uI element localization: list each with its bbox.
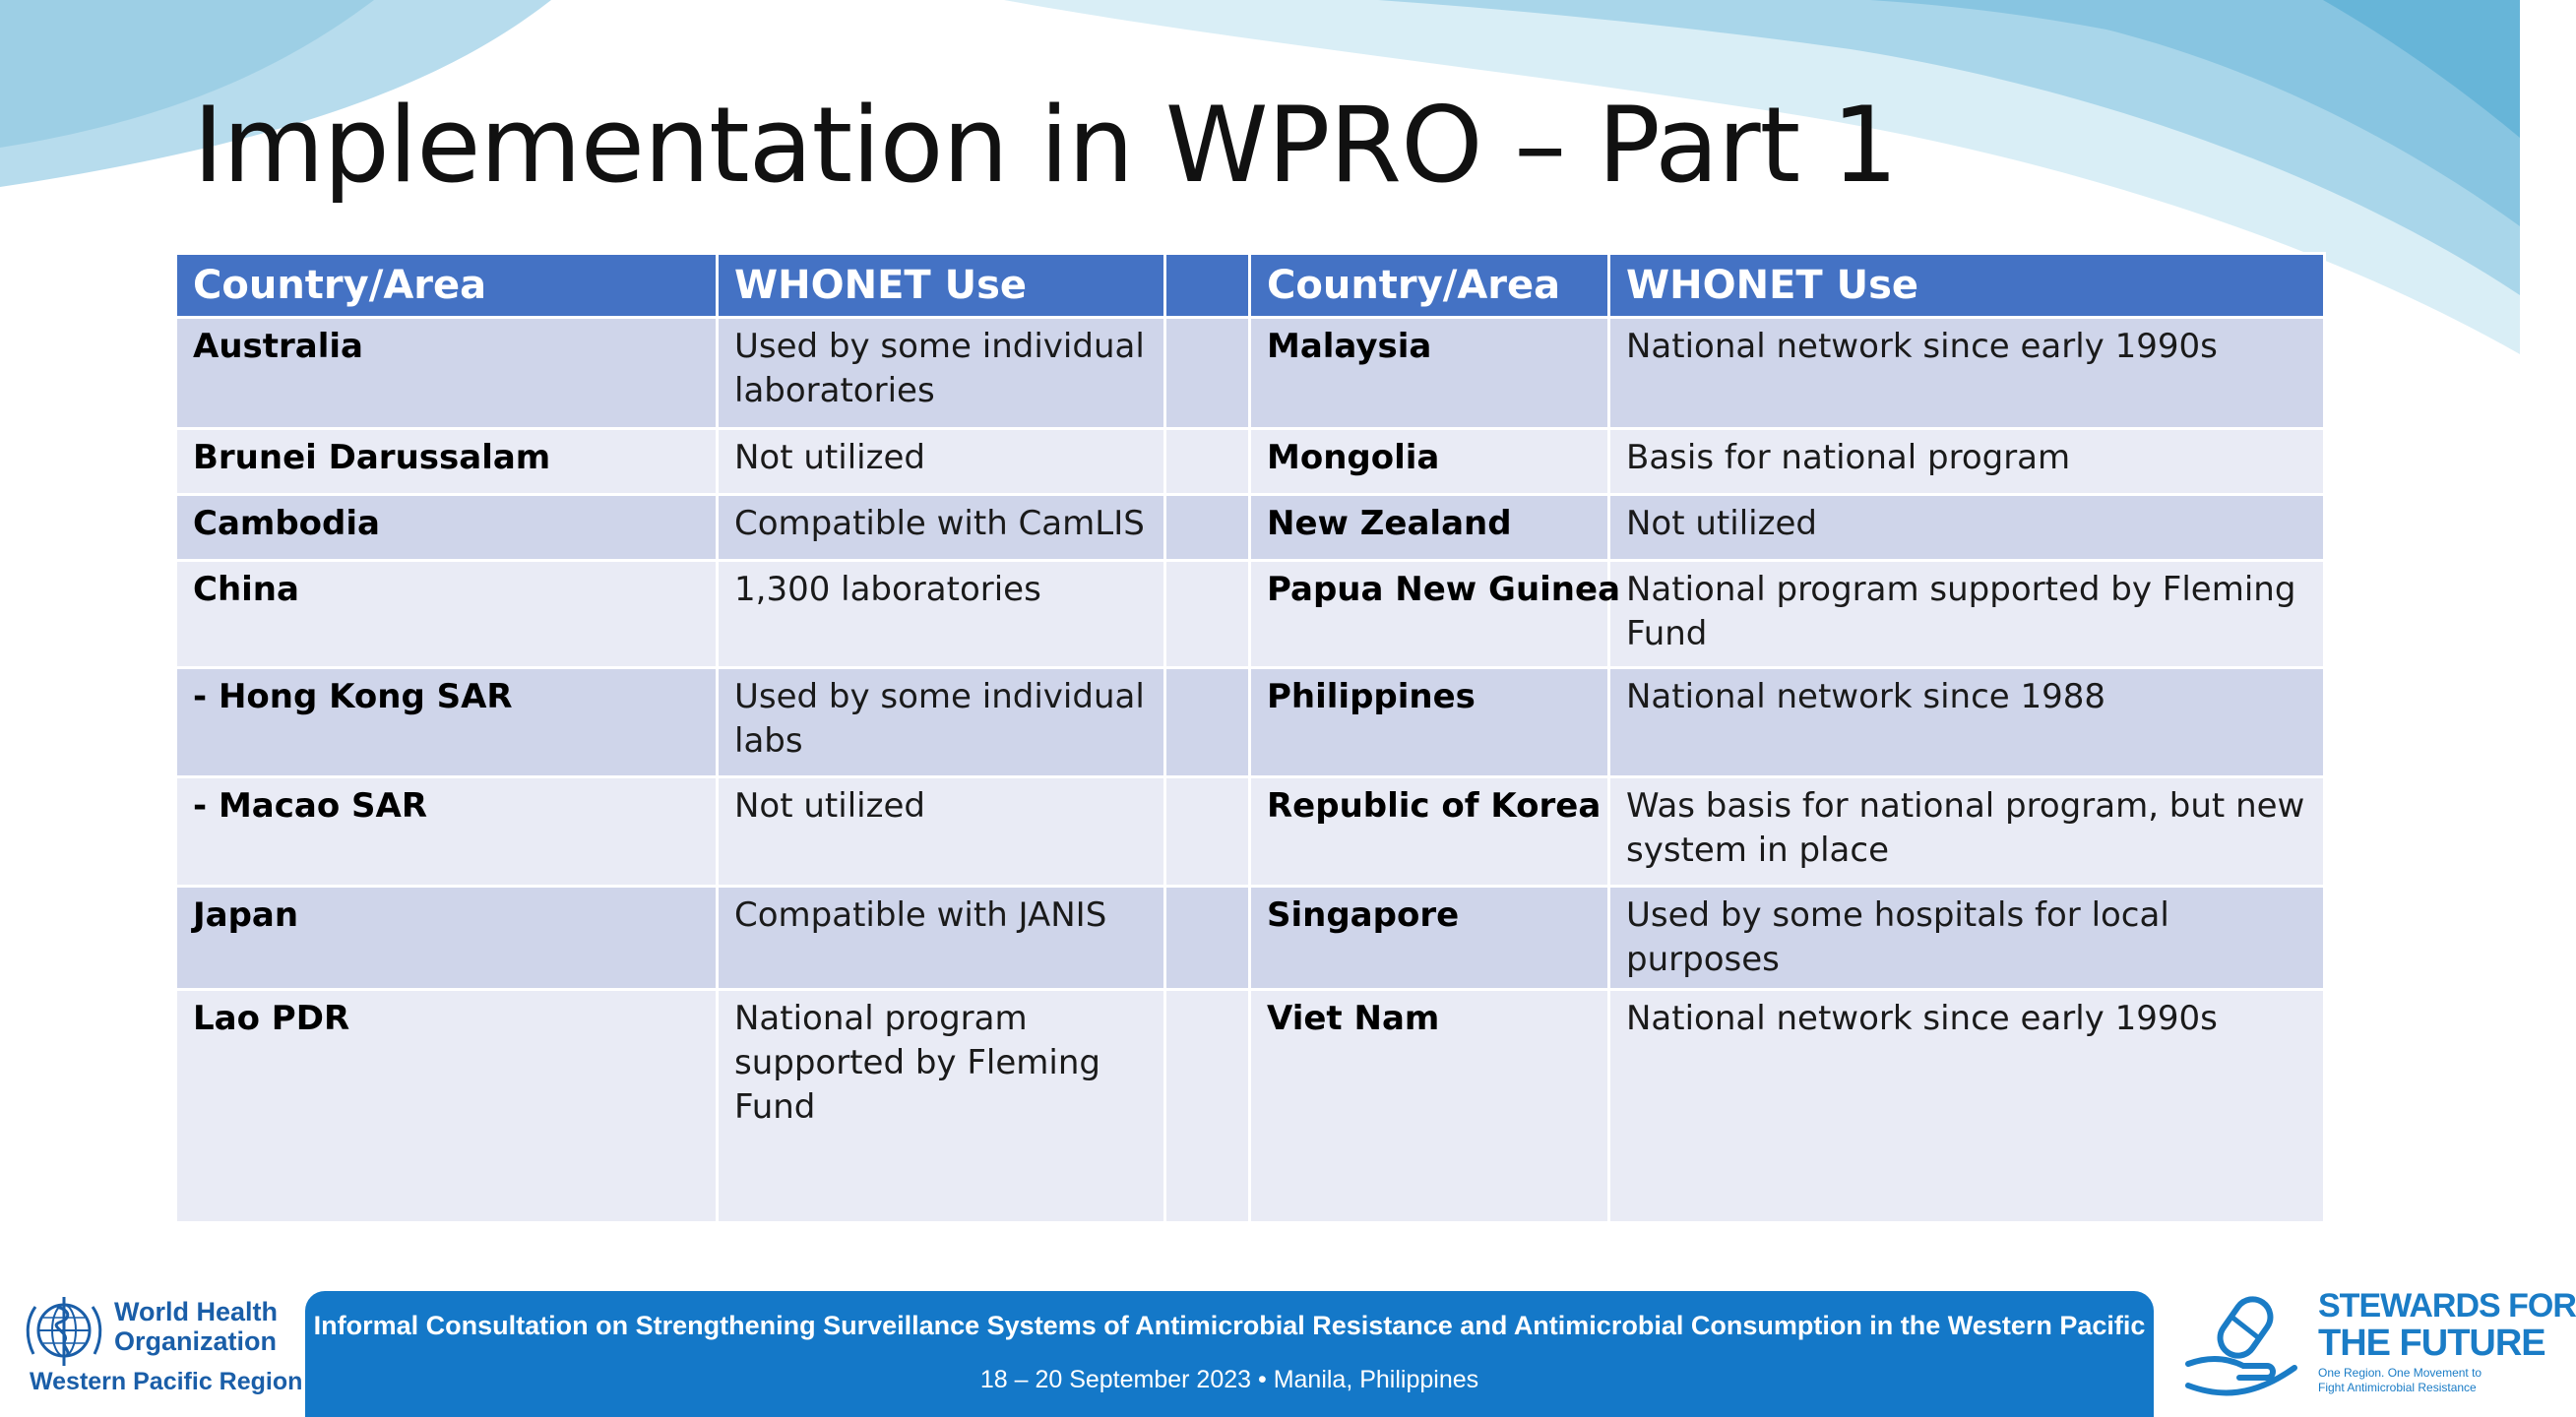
use-cell: National program supported by Fleming Fund [1609,561,2325,668]
footer-dates-location: 18 – 20 September 2023 • Manila, Philippines [979,1366,1479,1393]
country-cell: Papua New Guinea [1250,561,1609,668]
country-cell: Japan [176,887,718,990]
use-cell: 1,300 laboratories [718,561,1165,668]
stewards-title-line1: STEWARDS FOR [2318,1287,2576,1325]
use-cell: National network since 1988 [1609,668,2325,777]
table-row [176,561,2325,668]
country-cell: Philippines [1250,668,1609,777]
use-cell: National network since early 1990s [1609,990,2325,1223]
footer-banner [305,1291,2154,1417]
table-row [176,495,2325,561]
country-cell: Cambodia [176,495,718,561]
spacer-cell [1165,777,1250,887]
table-row [176,668,2325,777]
country-cell: Lao PDR [176,990,718,1223]
country-cell: Mongolia [1250,429,1609,495]
table-row [176,887,2325,990]
use-cell: Compatible with JANIS [718,887,1165,990]
header-use-left: WHONET Use [718,254,1165,318]
hand-pill-icon [2180,1287,2302,1401]
who-logo [20,1287,303,1409]
country-cell: Singapore [1250,887,1609,990]
use-cell: Not utilized [1609,495,2325,561]
header-country-right: Country/Area [1250,254,1609,318]
table-row [176,429,2325,495]
spacer-cell [1165,495,1250,561]
country-cell: Malaysia [1250,318,1609,429]
country-cell: Brunei Darussalam [176,429,718,495]
spacer-cell [1165,990,1250,1223]
stewards-logo [2180,1279,2576,1407]
use-cell: Used by some individual laboratories [718,318,1165,429]
header-country-left: Country/Area [176,254,718,318]
use-cell: Used by some individual labs [718,668,1165,777]
spacer-cell [1165,318,1250,429]
header-use-right: WHONET Use [1609,254,2325,318]
use-cell: Used by some hospitals for local purposes [1609,887,2325,990]
spacer-cell [1165,561,1250,668]
footer-event-title: Informal Consultation on Strengthening Surveillance Systems of Antimicrobial Resistance and Antimicrobial Consumption in the Western Pacific [313,1311,2146,1340]
country-cell: Australia [176,318,718,429]
stewards-tagline: One Region. One Movement to Fight Antimicrobial Resistance [2318,1366,2482,1394]
country-cell: Viet Nam [1250,990,1609,1223]
use-cell: Not utilized [718,429,1165,495]
use-cell: Not utilized [718,777,1165,887]
country-cell: China [176,561,718,668]
table-row [176,318,2325,429]
use-cell: Was basis for national program, but new system in place [1609,777,2325,887]
spacer-cell [1165,887,1250,990]
use-cell: National network since early 1990s [1609,318,2325,429]
table-row [176,777,2325,887]
who-name-line1: World Health [114,1297,279,1326]
table-row [176,990,2325,1223]
spacer-cell [1165,668,1250,777]
whonet-use-table [174,252,2326,1224]
country-cell: - Hong Kong SAR [176,668,718,777]
use-cell: Compatible with CamLIS [718,495,1165,561]
stewards-title-line2: THE FUTURE [2318,1323,2545,1364]
who-emblem-icon [20,1291,108,1370]
slide-title: Implementation in WPRO – Part 1 [193,85,1898,206]
use-cell: National program supported by Fleming Fund [718,990,1165,1223]
who-name-line2: Organization [114,1326,278,1356]
table-header-row [176,254,2325,318]
country-cell: - Macao SAR [176,777,718,887]
who-region: Western Pacific Region [30,1368,303,1395]
header-spacer [1165,254,1250,318]
spacer-cell [1165,429,1250,495]
country-cell: New Zealand [1250,495,1609,561]
country-cell: Republic of Korea [1250,777,1609,887]
use-cell: Basis for national program [1609,429,2325,495]
